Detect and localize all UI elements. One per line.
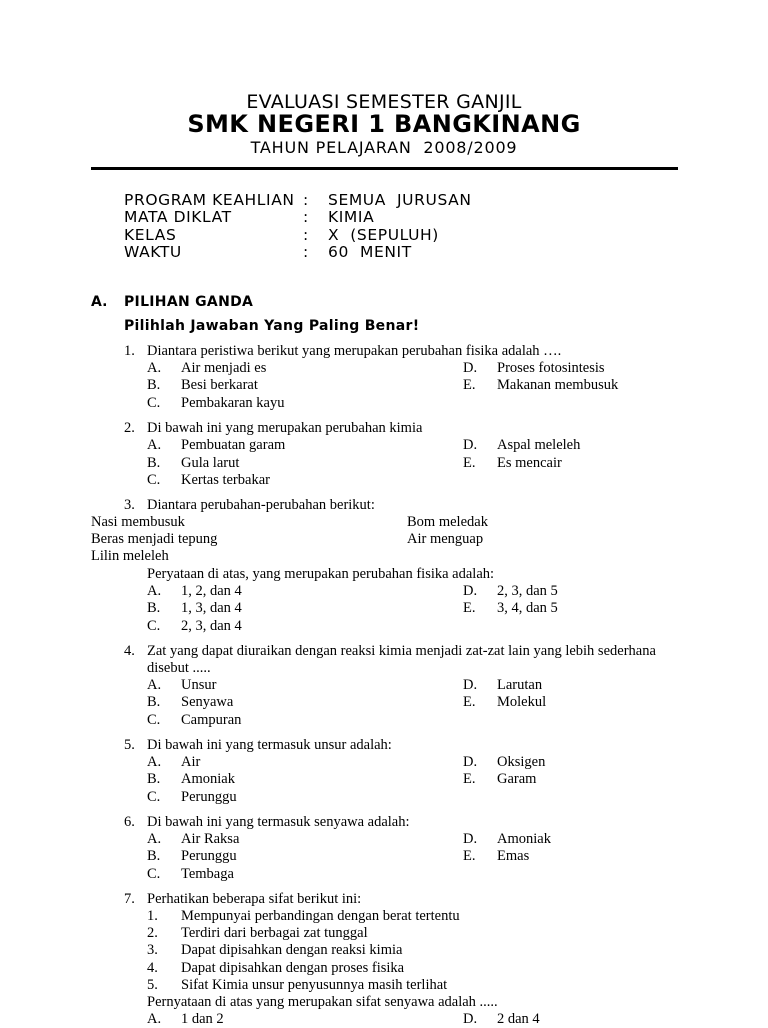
option-text: Air	[181, 754, 201, 770]
question-number: 1.	[124, 343, 135, 359]
option-letter: A.	[147, 831, 162, 847]
question-number: 5.	[124, 737, 135, 753]
option-text: Larutan	[497, 677, 543, 693]
option-letter: C.	[147, 712, 161, 728]
option-text: Amoniak	[497, 831, 551, 847]
info-colon: :	[303, 208, 309, 226]
property-text: Terdiri dari berbagai zat tunggal	[181, 925, 368, 941]
property-number: 4.	[147, 960, 158, 976]
option-letter: C.	[147, 472, 161, 488]
option-letter: D.	[463, 831, 478, 847]
option-letter: A.	[147, 583, 162, 599]
property-number: 5.	[147, 977, 158, 993]
option-letter: E.	[463, 848, 476, 864]
option-text: 1, 3, dan 4	[181, 600, 242, 616]
section-letter: A.	[91, 294, 108, 310]
question-number: 7.	[124, 891, 135, 907]
question-text: Di bawah ini yang termasuk unsur adalah:	[147, 737, 392, 753]
question-stem: Pernyataan di atas yang merupakan sifat senyawa adalah .....	[147, 994, 498, 1010]
info-colon: :	[303, 191, 309, 209]
list-item: Nasi membusuk	[91, 514, 185, 530]
option-text: 2 dan 4	[497, 1011, 540, 1027]
list-item: Beras menjadi tepung	[91, 531, 218, 547]
option-letter: A.	[147, 677, 162, 693]
option-letter: C.	[147, 789, 161, 805]
option-letter: A.	[147, 754, 162, 770]
property-number: 3.	[147, 942, 158, 958]
section-title: PILIHAN GANDA	[124, 294, 254, 310]
option-text: Campuran	[181, 712, 242, 728]
option-letter: A.	[147, 1011, 162, 1027]
property-text: Sifat Kimia unsur penyusunnya masih terlihat	[181, 977, 448, 993]
option-text: Molekul	[497, 694, 547, 710]
option-text: Pembakaran kayu	[181, 395, 285, 411]
question-text: Diantara perubahan-perubahan berikut:	[147, 497, 375, 513]
option-text: Senyawa	[181, 694, 234, 710]
question-number: 2.	[124, 420, 135, 436]
question-text: Zat yang dapat diuraikan dengan reaksi kimia menjadi zat-zat lain yang lebih sederhana	[147, 643, 656, 659]
option-text: Air Raksa	[181, 831, 240, 847]
option-text: Proses fotosintesis	[497, 360, 605, 376]
option-text: Gula larut	[181, 455, 240, 471]
option-letter: D.	[463, 1011, 478, 1027]
info-colon: :	[303, 243, 309, 261]
option-text: 1 dan 2	[181, 1011, 224, 1027]
option-letter: B.	[147, 455, 161, 471]
academic-year: TAHUN PELAJARAN 2008/2009	[250, 138, 518, 157]
option-letter: D.	[463, 677, 478, 693]
option-text: Oksigen	[497, 754, 546, 770]
option-letter: D.	[463, 360, 478, 376]
option-text: Es mencair	[497, 455, 562, 471]
property-text: Mempunyai perbandingan dengan berat tertentu	[181, 908, 460, 924]
option-letter: A.	[147, 437, 162, 453]
info-value-program: SEMUA JURUSAN	[328, 191, 472, 209]
list-item: Bom meledak	[407, 514, 488, 530]
option-text: 3, 4, dan 5	[497, 600, 558, 616]
option-letter: B.	[147, 848, 161, 864]
property-text: Dapat dipisahkan dengan reaksi kimia	[181, 942, 403, 958]
question-text: Di bawah ini yang termasuk senyawa adalah:	[147, 814, 410, 830]
option-text: Emas	[497, 848, 530, 864]
option-letter: E.	[463, 694, 476, 710]
question-number: 3.	[124, 497, 135, 513]
header-divider	[91, 167, 678, 170]
option-letter: D.	[463, 583, 478, 599]
option-text: 2, 3, dan 5	[497, 583, 558, 599]
option-text: Perunggu	[181, 848, 237, 864]
question-text: Di bawah ini yang merupakan perubahan kimia	[147, 420, 423, 436]
option-letter: E.	[463, 771, 476, 787]
section-instruction: Pilihlah Jawaban Yang Paling Benar!	[124, 318, 420, 334]
info-label-program: PROGRAM KEAHLIAN	[124, 191, 295, 209]
option-letter: B.	[147, 771, 161, 787]
option-text: Kertas terbakar	[181, 472, 270, 488]
info-value-subject: KIMIA	[328, 208, 375, 226]
question-number: 4.	[124, 643, 135, 659]
property-text: Dapat dipisahkan dengan proses fisika	[181, 960, 405, 976]
property-number: 1.	[147, 908, 158, 924]
option-text: Aspal meleleh	[497, 437, 581, 453]
option-letter: E.	[463, 600, 476, 616]
info-value-class: X (SEPULUH)	[328, 226, 439, 244]
question-text: Diantara peristiwa berikut yang merupakan perubahan fisika adalah ….	[147, 343, 562, 359]
option-text: 2, 3, dan 4	[181, 618, 242, 634]
option-letter: B.	[147, 377, 161, 393]
question-text-continued: disebut .....	[147, 660, 211, 676]
question-text: Perhatikan beberapa sifat berikut ini:	[147, 891, 362, 907]
option-letter: C.	[147, 618, 161, 634]
info-colon: :	[303, 226, 309, 244]
info-label-subject: MATA DIKLAT	[124, 208, 232, 226]
option-letter: C.	[147, 395, 161, 411]
option-letter: D.	[463, 437, 478, 453]
question-number: 6.	[124, 814, 135, 830]
option-text: Air menjadi es	[181, 360, 267, 376]
property-number: 2.	[147, 925, 158, 941]
info-value-time: 60 MENIT	[328, 243, 412, 261]
option-letter: E.	[463, 455, 476, 471]
exam-title: EVALUASI SEMESTER GANJIL	[246, 91, 522, 113]
option-text: Perunggu	[181, 789, 237, 805]
option-text: Unsur	[181, 677, 217, 693]
option-text: 1, 2, dan 4	[181, 583, 242, 599]
info-label-time: WAKTU	[124, 243, 182, 261]
option-letter: E.	[463, 377, 476, 393]
option-letter: D.	[463, 754, 478, 770]
option-text: Besi berkarat	[181, 377, 258, 393]
option-letter: C.	[147, 866, 161, 882]
option-letter: B.	[147, 600, 161, 616]
option-text: Makanan membusuk	[497, 377, 619, 393]
option-text: Tembaga	[181, 866, 234, 882]
option-letter: A.	[147, 360, 162, 376]
list-item: Air menguap	[407, 531, 484, 547]
option-text: Garam	[497, 771, 537, 787]
question-stem: Peryataan di atas, yang merupakan perubahan fisika adalah:	[147, 566, 495, 582]
option-letter: B.	[147, 694, 161, 710]
option-text: Pembuatan garam	[181, 437, 286, 453]
info-label-class: KELAS	[124, 226, 177, 244]
list-item: Lilin meleleh	[91, 548, 169, 564]
option-text: Amoniak	[181, 771, 235, 787]
school-name: SMK NEGERI 1 BANGKINANG	[187, 110, 581, 138]
